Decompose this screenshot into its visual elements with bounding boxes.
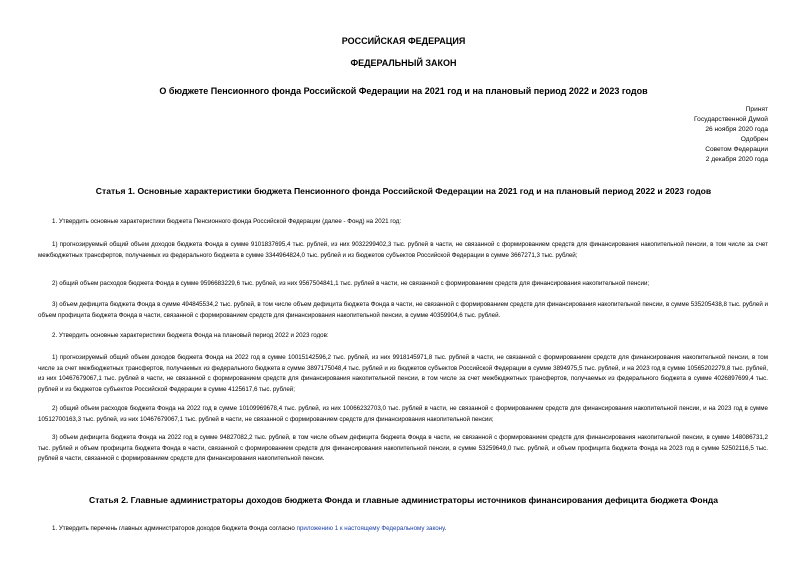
adoption-block (568, 105, 768, 165)
appendix-1-link[interactable]: приложению 1 к настоящему Федеральному закону (296, 525, 445, 532)
article-1-paragraph: 2) общий объем расходов бюджета Фонда в сумме 9596683229,6 тыс. рублей, из них 9567504841,1 тыс. рублей в части, не связанной с формированием средств для финансирования накопительной пенсии; (52, 280, 650, 287)
article-1-paragraph: 3) объем дефицита бюджета Фонда в сумме 494845534,2 тыс. рублей, в том числе объем дефицита бюджета Фонда в части, не связанной с формированием средств для финансирования накопительной пенсии, в сумме 535205438,8 тыс. рублей и объем профицита бюджета Фонда в части, связанной с формированием средств для финансирования накопительной пенсии, в сумме 40359904,6 тыс. рублей. (38, 301, 768, 319)
paragraph-text: 1. Утвердить перечень главных администраторов доходов бюджета Фонда согласно (52, 525, 297, 532)
adoption-line: 26 ноября 2020 года (705, 126, 768, 133)
adoption-line: Одобрен (740, 136, 768, 143)
article-1-title: Статья 1. Основные характеристики бюджета Пенсионного фонда Российской Федерации на 2021 год и на плановый период 2022 и 2023 годов (95, 186, 712, 196)
article-2-title: Статья 2. Главные администраторы доходов бюджета Фонда и главные администраторы источников финансирования дефицита бюджета Фонда (88, 495, 719, 505)
article-1-paragraph: 2. Утвердить основные характеристики бюджета Фонда на плановый период 2022 и 2023 годов: (52, 332, 329, 339)
adoption-line: Государственной Думой (694, 116, 768, 123)
doc-type-heading: ФЕДЕРАЛЬНЫЙ ЗАКОН (350, 58, 457, 68)
article-1-paragraph: 2) общий объем расходов бюджета Фонда на 2022 год в сумме 10109969678,4 тыс. рублей, из них 10066232703,0 тыс. рублей в части, не связанной с формированием средств для финансирования накопительной пенсии, и на 2023 год в сумме 10512700163,3 тыс. рублей, из них 10467679067,1 тыс. рублей в части, не связанной с формированием средств для финансирования накопительной пенсии; (38, 405, 768, 423)
adoption-line: Принят (745, 106, 768, 113)
paragraph-end: . (444, 525, 447, 532)
article-2-paragraph (38, 524, 768, 535)
article-1-paragraph: 1. Утвердить основные характеристики бюджета Пенсионного фонда Российской Федерации (далее - Фонд) на 2021 год: (52, 218, 402, 225)
law-title: О бюджете Пенсионного фонда Российской Федерации на 2021 год и на плановый период 2022 и 2023 годов (159, 86, 648, 96)
article-1-paragraph: 3) объем дефицита бюджета Фонда на 2022 год в сумме 94827082,2 тыс. рублей, в том числе объем дефицита бюджета Фонда в части, не связанной с формированием средств для финансирования накопительной пенсии, в сумме 148086731,2 тыс. рублей и объем профицита бюджета Фонда в части, связанной с формированием средств для финансирования накопительной пенсии, в сумме 53259649,0 тыс. рублей, и объем профицита бюджета Фонда на 2023 год в сумме 52502116,5 тыс. рублей в части, связанной с формированием средств для финансирования накопительной пенсии. (38, 434, 768, 462)
adoption-line: 2 декабря 2020 года (705, 156, 768, 163)
article-1-paragraph: 1) прогнозируемый общий объем доходов бюджета Фонда в сумме 9101837695,4 тыс. рублей, из них 9032299402,3 тыс. рублей в части, не связанной с формированием средств для финансирования накопительной пенсии, в том числе за счет межбюджетных трансфертов, получаемых из федерального бюджета в сумме 3344964824,0 тыс. рублей и из бюджетов субъектов Российской Федерации в сумме 3667271,3 тыс. рублей; (38, 241, 768, 259)
country-heading: РОССИЙСКАЯ ФЕДЕРАЦИЯ (341, 36, 466, 46)
adoption-line: Советом Федерации (705, 146, 768, 153)
article-1-paragraph: 1) прогнозируемый общий объем доходов бюджета Фонда на 2022 год в сумме 10015142596,2 тыс. рублей, из них 9918145971,8 тыс. рублей в части, не связанной с формированием средств для финансирования накопительной пенсии, в том числе за счет межбюджетных трансфертов, получаемых из федерального бюджета в сумме 3897175048,4 тыс. рублей и из бюджетов субъектов Российской Федерации в сумме 3894975,5 тыс. рублей, и на 2023 год в сумме 10565202279,8 тыс. рублей, из них 10467679067,1 тыс. рублей в части, не связанной с формированием средств для финансирования накопительной пенсии, в том числе за счет межбюджетных трансфертов, получаемых из федерального бюджета в сумме 4026897699,4 тыс. рублей и из бюджетов субъектов Российской Федерации в сумме 4125617,6 тыс. рублей; (38, 354, 768, 393)
